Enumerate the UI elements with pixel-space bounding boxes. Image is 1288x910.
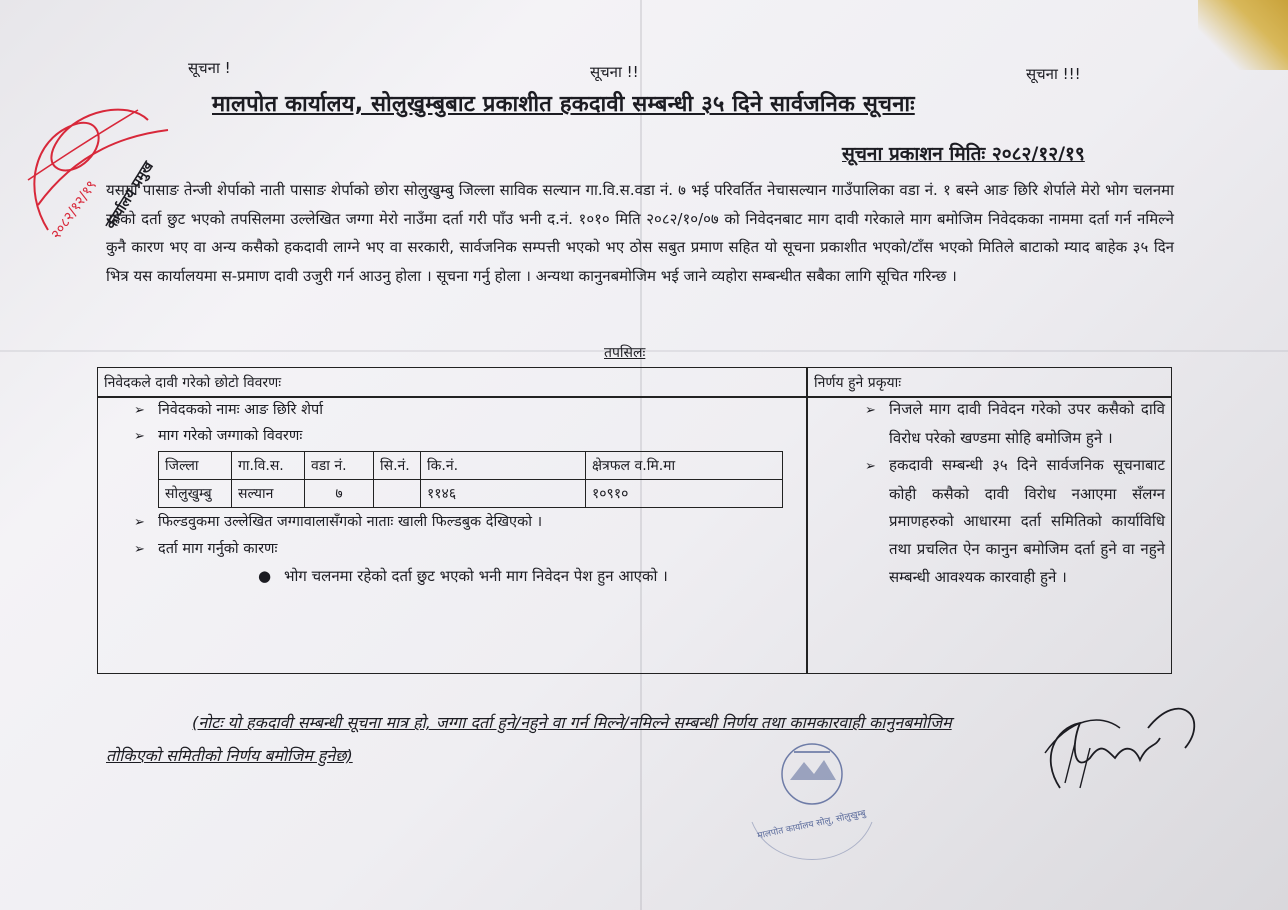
land-col-vdc: गा.वि.स. <box>232 452 305 480</box>
notice-title: मालपोत कार्यालय, सोलुखुम्बुबाट प्रकाशीत हकदावी सम्बन्धी ३५ दिने सार्वजनिक सूचनाः <box>212 92 915 117</box>
decision-process-header: निर्णय हुने प्रकृयाः <box>814 375 902 391</box>
land-cell-plot: ११४६ <box>421 480 586 508</box>
land-cell-sheet <box>374 480 421 508</box>
table-row <box>159 452 783 480</box>
dot-bullet-icon: ● <box>258 567 272 585</box>
red-signature-stroke <box>34 110 148 230</box>
land-col-sheet: सि.नं. <box>374 452 421 480</box>
land-col-district: जिल्ला <box>159 452 232 480</box>
decision-process-list <box>865 396 1165 591</box>
table-row <box>159 480 783 508</box>
process-step-1: ➢ निजले माग दावी निवेदन गरेको उपर कसैको दावि विरोध परेको खण्डमा सोहि बमोजिम हुने । <box>889 396 1165 452</box>
table-column-divider <box>806 368 808 673</box>
land-details-table <box>158 451 783 508</box>
arrow-bullet-icon: ➢ <box>865 403 876 418</box>
arrow-bullet-icon: ➢ <box>134 542 145 557</box>
paper-stain <box>1198 0 1288 70</box>
land-cell-district: सोलुखुम्बु <box>159 480 232 508</box>
office-chief-stamp <box>18 80 193 250</box>
footnote-line-2: तोकिएको समितीको निर्णय बमोजिम हुनेछ) <box>106 746 353 765</box>
arrow-bullet-icon: ➢ <box>134 429 145 444</box>
claim-summary-header: निवेदकले दावी गरेको छोटो विवरणः <box>104 375 282 391</box>
applicant-name-item <box>134 399 323 419</box>
notice-word-2: सूचना !! <box>590 63 639 81</box>
land-cell-area: १०९१० <box>586 480 783 508</box>
land-details-item <box>134 425 302 445</box>
officer-signature <box>1030 688 1210 808</box>
seal-text: मालपोत कार्यालय सोलु, सोलुखुम्बु <box>756 808 867 842</box>
details-heading: तपसिलः <box>604 345 646 361</box>
office-seal <box>732 732 892 897</box>
reason-text: भोग चलनमा रहेको दर्ता छुट भएको भनी माग निवेदन पेश हुन आएको । <box>284 567 668 585</box>
land-cell-ward: ७ <box>305 480 374 508</box>
land-col-area: क्षेत्रफल व.मि.मा <box>586 452 783 480</box>
publication-date: सूचना प्रकाशन मितिः २०८२/१२/१९ <box>842 143 1085 165</box>
land-col-plot: कि.नं. <box>421 452 586 480</box>
footnote <box>106 706 1166 772</box>
fieldbook-relation-item <box>134 511 542 531</box>
stamp-title: कार्यालय प्रमुख <box>102 158 157 233</box>
reason-label: दर्ता माग गर्नुको कारणः <box>158 541 278 557</box>
land-cell-vdc: सल्यान <box>232 480 305 508</box>
footnote-line-1: (नोटः यो हकदावी सम्बन्धी सूचना मात्र हो, जग्गा दर्ता हुने/नहुने वा गर्न मिल्ने/नमिल्ने सम्बन्धी निर्णय तथा कामकारवाही कानुनबमोजिम <box>192 713 952 732</box>
fieldbook-relation: फिल्डवुकमा उल्लेखित जग्गावालासँगको नाताः खाली फिल्डबुक देखिएको । <box>158 514 543 530</box>
red-signature-stroke <box>28 110 138 180</box>
reason-item <box>134 538 277 558</box>
reason-text-item <box>258 566 668 586</box>
applicant-name: निवेदकको नामः आङ छिरि शेर्पा <box>158 402 323 418</box>
arrow-bullet-icon: ➢ <box>134 403 145 418</box>
notice-word-1: सूचना ! <box>188 59 231 77</box>
arrow-bullet-icon: ➢ <box>865 459 876 475</box>
stamp-date: २०८२/१२/१९ <box>48 177 101 243</box>
arrow-bullet-icon: ➢ <box>134 515 145 530</box>
process-step-2: ➢ हकदावी सम्बन्धी ३५ दिने सार्वजनिक सूचनाबाट कोही कसैको दावी विरोध नआएमा सँलग्न प्रमाणहरुको आधारमा दर्ता समितिको कार्याविधि तथा प्रचलित ऐन कानुन बमोजिम दर्ता हुने वा नहुने सम्बन्धी आवश्यक कारवाही हुने । <box>889 452 1165 591</box>
notice-body: यसमा पासाङ तेन्जी शेर्पाको नाती पासाङ शेर्पाको छोरा सोलुखुम्बु जिल्ला साविक सल्यान गा.वि.स.वडा नं. ७ भई परिवर्तित नेचासल्यान गाउँपालिका वडा नं. १ बस्ने आङ छिरि शेर्पाले मेरो भोग चलनमा रहेको दर्ता छुट भएको तपसिलमा उल्लेखित जग्गा मेरो नाउँमा दर्ता गरी पाँउ भनी द.नं. १०१० मिति २०८२/१०/०७ को निवेदनबाट माग दावी गरेकाले माग बमोजिम निवेदकका नाममा दर्ता गर्न नमिल्ने कुनै कारण भए वा अन्य कसैको हकदावी लाग्ने भए वा सरकारी, सार्वजनिक सम्पत्ती भएको भए ठोस सबुत प्रमाण सहित यो सूचना प्रकाशीत भएको/टाँस भएको मितिले बाटाको म्याद बाहेक ३५ दिन भित्र यस कार्यालयमा स-प्रमाण दावी उजुरी गर्न आउनु होला । सूचना गर्नु होला । अन्यथा कानुनबमोजिम भई जाने व्यहोरा सम्बन्धीत सबैका लागि सूचित गरिन्छ । <box>106 181 1174 285</box>
notice-word-3: सूचना !!! <box>1026 65 1081 83</box>
mountain-icon <box>790 760 836 780</box>
land-details-label: माग गरेको जग्गाको विवरणः <box>158 428 303 444</box>
land-col-ward: वडा नं. <box>305 452 374 480</box>
